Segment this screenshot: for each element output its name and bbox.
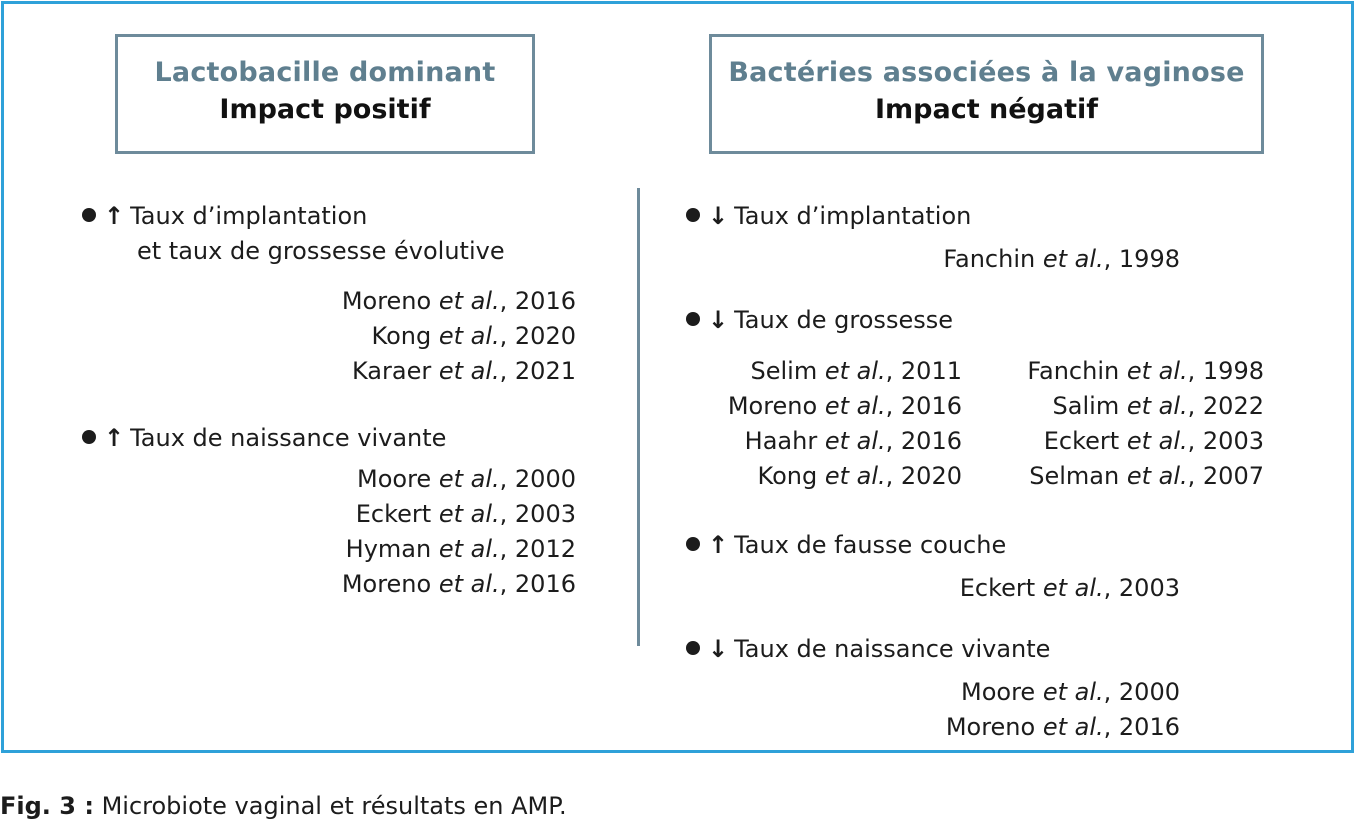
caption-text: Microbiote vaginal et résultats en AMP. bbox=[93, 792, 567, 820]
right-refs-fausse-couche bbox=[960, 571, 1180, 606]
reference: Moreno et al., 2016 bbox=[341, 287, 576, 315]
bullet-label: Taux de grossesse bbox=[734, 306, 953, 334]
reference: Kong et al., 2020 bbox=[757, 462, 962, 490]
reference: Moore et al., 2000 bbox=[961, 678, 1180, 706]
right-refs-implantation bbox=[943, 242, 1180, 277]
left-bullet-naissance bbox=[82, 421, 446, 455]
right-bullet-naissance bbox=[686, 632, 1050, 666]
arrow-down-icon: ↓ bbox=[708, 202, 729, 230]
bullet-dot-icon bbox=[686, 208, 700, 222]
bullet-label: Taux de naissance vivante bbox=[130, 424, 447, 452]
arrow-up-icon: ↑ bbox=[708, 531, 729, 559]
right-bullet-grossesse bbox=[686, 303, 953, 337]
reference: Moreno et al., 2016 bbox=[945, 713, 1180, 741]
reference: Eckert et al., 2003 bbox=[355, 500, 576, 528]
arrow-up-icon: ↑ bbox=[104, 202, 125, 230]
bullet-label: Taux de naissance vivante bbox=[734, 635, 1051, 663]
bullet-label: Taux d’implantation bbox=[130, 202, 368, 230]
reference: Selman et al., 2007 bbox=[1029, 462, 1264, 490]
figure-caption bbox=[0, 792, 567, 820]
right-header-title: Bactéries associées à la vaginose bbox=[728, 57, 1245, 88]
left-header-title: Lactobacille dominant bbox=[154, 57, 496, 88]
bullet-dot-icon bbox=[686, 312, 700, 326]
right-refs-grossesse-col2 bbox=[1027, 354, 1264, 494]
reference: Haahr et al., 2016 bbox=[744, 427, 962, 455]
arrow-down-icon: ↓ bbox=[708, 306, 729, 334]
left-refs-naissance bbox=[342, 462, 576, 602]
right-bullet-implantation bbox=[686, 199, 971, 233]
bullet-dot-icon bbox=[686, 641, 700, 655]
right-bullet-fausse-couche bbox=[686, 528, 1006, 562]
reference: Moore et al., 2000 bbox=[357, 465, 576, 493]
reference: Fanchin et al., 1998 bbox=[1027, 357, 1264, 385]
reference: Karaer et al., 2021 bbox=[351, 357, 576, 385]
left-refs-implantation bbox=[342, 284, 576, 389]
reference: Hyman et al., 2012 bbox=[345, 535, 576, 563]
bullet-label: Taux d’implantation bbox=[734, 202, 972, 230]
left-bullet-implantation-cont: et taux de grossesse évolutive bbox=[137, 237, 505, 265]
reference: Moreno et al., 2016 bbox=[341, 570, 576, 598]
right-refs-naissance bbox=[946, 675, 1180, 745]
reference: Eckert et al., 2003 bbox=[959, 574, 1180, 602]
bullet-dot-icon bbox=[82, 208, 96, 222]
left-header-impact: Impact positif bbox=[219, 94, 431, 125]
bullet-dot-icon bbox=[82, 430, 96, 444]
reference: Eckert et al., 2003 bbox=[1043, 427, 1264, 455]
arrow-up-icon: ↑ bbox=[104, 424, 125, 452]
left-bullet-implantation bbox=[82, 199, 367, 233]
reference: Salim et al., 2022 bbox=[1052, 392, 1264, 420]
reference: Moreno et al., 2016 bbox=[727, 392, 962, 420]
bullet-label: Taux de fausse couche bbox=[734, 531, 1007, 559]
arrow-down-icon: ↓ bbox=[708, 635, 729, 663]
caption-label: Fig. 3 : bbox=[0, 792, 94, 820]
reference: Selim et al., 2011 bbox=[750, 357, 962, 385]
right-header-impact: Impact négatif bbox=[874, 94, 1099, 125]
column-divider bbox=[637, 188, 640, 646]
left-header-box bbox=[115, 34, 535, 154]
reference: Kong et al., 2020 bbox=[371, 322, 576, 350]
right-refs-grossesse-col1 bbox=[728, 354, 962, 494]
bullet-dot-icon bbox=[686, 537, 700, 551]
right-header-box bbox=[709, 34, 1264, 154]
reference: Fanchin et al., 1998 bbox=[943, 245, 1180, 273]
